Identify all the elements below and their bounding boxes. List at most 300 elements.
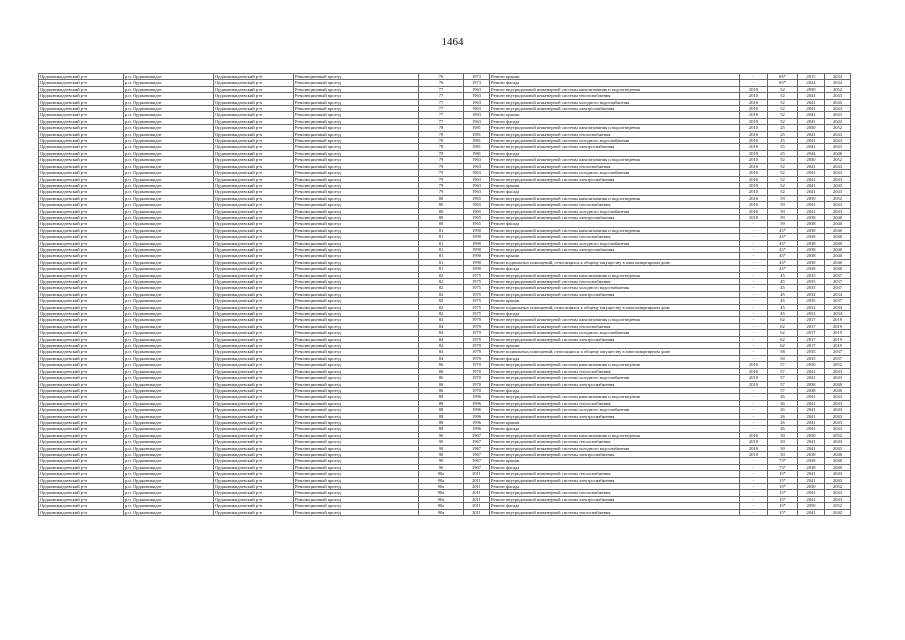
plan-end-cell: 2043 bbox=[825, 144, 851, 150]
municipality-cell: Орджоникидзевский р-н bbox=[214, 355, 294, 361]
plan-start-cell: 2038 bbox=[798, 381, 825, 387]
wear-percent-cell: 25 bbox=[768, 150, 798, 156]
work-type-cell: Ремонт внутридомовой инженерной системы канализования и водоотведения bbox=[490, 432, 740, 438]
last-repair-year-cell: - bbox=[740, 394, 768, 400]
district-cell: Орджоникидзевский р-н bbox=[39, 195, 124, 201]
district-cell: Орджоникидзевский р-н bbox=[39, 176, 124, 182]
last-repair-year-cell: - bbox=[740, 323, 768, 329]
table-body bbox=[39, 74, 851, 516]
last-repair-year-cell: 2010 bbox=[740, 112, 768, 118]
build-year-cell: 1979 bbox=[464, 343, 490, 349]
street-cell: Революционный проезд bbox=[294, 138, 419, 144]
wear-percent-cell: 58 bbox=[768, 355, 798, 361]
plan-start-cell: 2038 bbox=[798, 464, 825, 470]
municipality-cell: Орджоникидзевский р-н bbox=[214, 285, 294, 291]
wear-percent-cell: 52 bbox=[768, 170, 798, 176]
municipality-cell: Орджоникидзевский р-н bbox=[214, 106, 294, 112]
last-repair-year-cell: - bbox=[740, 266, 768, 272]
work-type-cell: Ремонт внутридомовой инженерной системы теплоснабжения bbox=[490, 323, 740, 329]
last-repair-year-cell: 2010 bbox=[740, 375, 768, 381]
street-cell: Революционный проезд bbox=[294, 259, 419, 265]
wear-percent-cell: 26 bbox=[768, 413, 798, 419]
last-repair-year-cell: - bbox=[740, 496, 768, 502]
municipality-cell: Орджоникидзевский р-н bbox=[214, 253, 294, 259]
district-cell: Орджоникидзевский р-н bbox=[39, 368, 124, 374]
wear-percent-cell: 62 bbox=[768, 336, 798, 342]
work-type-cell: Ремонт фасада bbox=[490, 426, 740, 432]
settlement-cell: р.п. Орджоникидзе bbox=[124, 394, 214, 400]
street-cell: Революционный проезд bbox=[294, 381, 419, 387]
settlement-cell: р.п. Орджоникидзе bbox=[124, 509, 214, 515]
plan-start-cell: 2041 bbox=[798, 496, 825, 502]
street-cell: Революционный проезд bbox=[294, 368, 419, 374]
district-cell: Орджоникидзевский р-н bbox=[39, 240, 124, 246]
work-type-cell: Ремонт фасада bbox=[490, 80, 740, 86]
plan-end-cell: 2034 bbox=[825, 80, 851, 86]
district-cell: Орджоникидзевский р-н bbox=[39, 419, 124, 425]
street-cell: Революционный проезд bbox=[294, 458, 419, 464]
plan-start-cell: 2041 bbox=[798, 445, 825, 451]
house-number-cell: 77 bbox=[419, 93, 464, 99]
build-year-cell: 1973 bbox=[464, 74, 490, 80]
plan-end-cell: 2040 bbox=[825, 214, 851, 220]
work-type-cell: Ремонт внутридомовой инженерной системы канализования и водоотведения bbox=[490, 227, 740, 233]
district-cell: Орджоникидзевский р-н bbox=[39, 118, 124, 124]
house-number-cell: 86 bbox=[419, 368, 464, 374]
plan-end-cell: 2037 bbox=[825, 355, 851, 361]
build-year-cell: 1970 bbox=[464, 387, 490, 393]
wear-percent-cell: 15* bbox=[768, 490, 798, 496]
district-cell: Орджоникидзевский р-н bbox=[39, 298, 124, 304]
plan-start-cell: 2038 bbox=[798, 227, 825, 233]
municipality-cell: Орджоникидзевский р-н bbox=[214, 131, 294, 137]
build-year-cell: 1965 bbox=[464, 221, 490, 227]
wear-percent-cell: 15* bbox=[768, 484, 798, 490]
street-cell: Революционный проезд bbox=[294, 80, 419, 86]
district-cell: Орджоникидзевский р-н bbox=[39, 413, 124, 419]
district-cell: Орджоникидзевский р-н bbox=[39, 477, 124, 483]
settlement-cell: р.п. Орджоникидзе bbox=[124, 163, 214, 169]
plan-start-cell: 2041 bbox=[798, 112, 825, 118]
work-type-cell: Ремонт внутридомовой инженерной системы теплоснабжения bbox=[490, 490, 740, 496]
municipality-cell: Орджоникидзевский р-н bbox=[214, 93, 294, 99]
wear-percent-cell: 52 bbox=[768, 118, 798, 124]
plan-start-cell: 2017 bbox=[798, 323, 825, 329]
last-repair-year-cell: 2010 bbox=[740, 202, 768, 208]
build-year-cell: 1963 bbox=[464, 170, 490, 176]
municipality-cell: Орджоникидзевский р-н bbox=[214, 202, 294, 208]
plan-start-cell: 2044 bbox=[798, 150, 825, 156]
last-repair-year-cell: 2010 bbox=[740, 86, 768, 92]
municipality-cell: Орджоникидзевский р-н bbox=[214, 407, 294, 413]
street-cell: Революционный проезд bbox=[294, 99, 419, 105]
house-number-cell: 88 bbox=[419, 400, 464, 406]
work-type-cell: Ремонт внутридомовой инженерной системы канализования и водоотведения bbox=[490, 272, 740, 278]
house-number-cell: 81 bbox=[419, 246, 464, 252]
district-cell: Орджоникидзевский р-н bbox=[39, 503, 124, 509]
settlement-cell: р.п. Орджоникидзе bbox=[124, 176, 214, 182]
house-number-cell: 82 bbox=[419, 304, 464, 310]
work-type-cell: Ремонт внутридомовой инженерной системы теплоснабжения bbox=[490, 202, 740, 208]
street-cell: Революционный проезд bbox=[294, 439, 419, 445]
wear-percent-cell: 57 bbox=[768, 362, 798, 368]
work-type-cell: Ремонт внутридомовой инженерной системы канализования и водоотведения bbox=[490, 394, 740, 400]
wear-percent-cell: 26 bbox=[768, 407, 798, 413]
municipality-cell: Орджоникидзевский р-н bbox=[214, 381, 294, 387]
wear-percent-cell: 25 bbox=[768, 144, 798, 150]
municipality-cell: Орджоникидзевский р-н bbox=[214, 80, 294, 86]
build-year-cell: 2011 bbox=[464, 477, 490, 483]
plan-end-cell: 2043 bbox=[825, 375, 851, 381]
last-repair-year-cell: - bbox=[740, 464, 768, 470]
build-year-cell: 1965 bbox=[464, 195, 490, 201]
work-type-cell: Ремонт крыши bbox=[490, 112, 740, 118]
last-repair-year-cell: 2010 bbox=[740, 362, 768, 368]
plan-end-cell: 2043 bbox=[825, 118, 851, 124]
last-repair-year-cell: - bbox=[740, 509, 768, 515]
municipality-cell: Орджоникидзевский р-н bbox=[214, 509, 294, 515]
plan-start-cell: 2041 bbox=[798, 375, 825, 381]
work-type-cell: Ремонт внутридомовой инженерной системы электроснабжения bbox=[490, 381, 740, 387]
last-repair-year-cell: - bbox=[740, 330, 768, 336]
plan-end-cell: 2040 bbox=[825, 381, 851, 387]
build-year-cell: 1979 bbox=[464, 330, 490, 336]
work-type-cell: Ремонт внутридомовой инженерной системы теплоснабжения bbox=[490, 400, 740, 406]
district-cell: Орджоникидзевский р-н bbox=[39, 99, 124, 105]
last-repair-year-cell: - bbox=[740, 259, 768, 265]
district-cell: Орджоникидзевский р-н bbox=[39, 266, 124, 272]
build-year-cell: 1996 bbox=[464, 426, 490, 432]
municipality-cell: Орджоникидзевский р-н bbox=[214, 387, 294, 393]
work-type-cell: Ремонт фасада bbox=[490, 311, 740, 317]
plan-start-cell: 2035 bbox=[798, 272, 825, 278]
work-type-cell: Ремонт крыши bbox=[490, 253, 740, 259]
build-year-cell: 1963 bbox=[464, 163, 490, 169]
last-repair-year-cell: 2010 bbox=[740, 150, 768, 156]
house-number-cell: 80 bbox=[419, 221, 464, 227]
last-repair-year-cell: - bbox=[740, 272, 768, 278]
settlement-cell: р.п. Орджоникидзе bbox=[124, 138, 214, 144]
plan-start-cell: 2050 bbox=[798, 86, 825, 92]
settlement-cell: р.п. Орджоникидзе bbox=[124, 182, 214, 188]
street-cell: Революционный проезд bbox=[294, 157, 419, 163]
house-number-cell: 78 bbox=[419, 131, 464, 137]
settlement-cell: р.п. Орджоникидзе bbox=[124, 419, 214, 425]
wear-percent-cell: 45 bbox=[768, 298, 798, 304]
street-cell: Революционный проезд bbox=[294, 304, 419, 310]
last-repair-year-cell: - bbox=[740, 458, 768, 464]
wear-percent-cell: 65* bbox=[768, 80, 798, 86]
settlement-cell: р.п. Орджоникидзе bbox=[124, 477, 214, 483]
last-repair-year-cell: 2010 bbox=[740, 368, 768, 374]
house-number-cell: 88 bbox=[419, 419, 464, 425]
street-cell: Революционный проезд bbox=[294, 227, 419, 233]
plan-start-cell: 2038 bbox=[798, 253, 825, 259]
build-year-cell: 1963 bbox=[464, 99, 490, 105]
settlement-cell: р.п. Орджоникидзе bbox=[124, 400, 214, 406]
build-year-cell: 2011 bbox=[464, 503, 490, 509]
last-repair-year-cell: 2010 bbox=[740, 451, 768, 457]
wear-percent-cell: 50 bbox=[768, 432, 798, 438]
district-cell: Орджоникидзевский р-н bbox=[39, 355, 124, 361]
last-repair-year-cell: - bbox=[740, 253, 768, 259]
plan-start-cell: 2050 bbox=[798, 503, 825, 509]
street-cell: Революционный проезд bbox=[294, 477, 419, 483]
plan-start-cell: 2041 bbox=[798, 368, 825, 374]
plan-start-cell: 2041 bbox=[798, 99, 825, 105]
build-year-cell: 1967 bbox=[464, 445, 490, 451]
work-type-cell: Ремонт внутридомовой инженерной системы теплоснабжения bbox=[490, 234, 740, 240]
plan-end-cell: 2043 bbox=[825, 496, 851, 502]
settlement-cell: р.п. Орджоникидзе bbox=[124, 208, 214, 214]
house-number-cell: 86 bbox=[419, 362, 464, 368]
wear-percent-cell: 59 bbox=[768, 214, 798, 220]
build-year-cell: 1990 bbox=[464, 234, 490, 240]
plan-start-cell: 2041 bbox=[798, 426, 825, 432]
plan-start-cell: 2041 bbox=[798, 170, 825, 176]
work-type-cell: Ремонт внутридомовой инженерной системы канализования и водоотведения bbox=[490, 195, 740, 201]
wear-percent-cell: 62 bbox=[768, 343, 798, 349]
settlement-cell: р.п. Орджоникидзе bbox=[124, 246, 214, 252]
house-number-cell: 80 bbox=[419, 195, 464, 201]
settlement-cell: р.п. Орджоникидзе bbox=[124, 195, 214, 201]
municipality-cell: Орджоникидзевский р-н bbox=[214, 234, 294, 240]
settlement-cell: р.п. Орджоникидзе bbox=[124, 471, 214, 477]
last-repair-year-cell: 2010 bbox=[740, 93, 768, 99]
wear-percent-cell: 57 bbox=[768, 368, 798, 374]
municipality-cell: Орджоникидзевский р-н bbox=[214, 221, 294, 227]
house-number-cell: 79 bbox=[419, 170, 464, 176]
district-cell: Орджоникидзевский р-н bbox=[39, 208, 124, 214]
plan-start-cell: 2041 bbox=[798, 208, 825, 214]
municipality-cell: Орджоникидзевский р-н bbox=[214, 112, 294, 118]
plan-start-cell: 2032 bbox=[798, 291, 825, 297]
work-type-cell: Ремонт внутридомовой инженерной системы холодного водоснабжения bbox=[490, 407, 740, 413]
build-year-cell: 1963 bbox=[464, 86, 490, 92]
house-number-cell: 90а bbox=[419, 484, 464, 490]
district-cell: Орджоникидзевский р-н bbox=[39, 253, 124, 259]
house-number-cell: 77 bbox=[419, 86, 464, 92]
street-cell: Революционный проезд bbox=[294, 407, 419, 413]
plan-start-cell: 2038 bbox=[798, 387, 825, 393]
settlement-cell: р.п. Орджоникидзе bbox=[124, 221, 214, 227]
house-number-cell: 84 bbox=[419, 330, 464, 336]
settlement-cell: р.п. Орджоникидзе bbox=[124, 323, 214, 329]
build-year-cell: 1973 bbox=[464, 80, 490, 86]
wear-percent-cell: 15* bbox=[768, 503, 798, 509]
house-number-cell: 84 bbox=[419, 355, 464, 361]
district-cell: Орджоникидзевский р-н bbox=[39, 375, 124, 381]
wear-percent-cell: 52 bbox=[768, 99, 798, 105]
street-cell: Революционный проезд bbox=[294, 451, 419, 457]
house-number-cell: 84 bbox=[419, 343, 464, 349]
district-cell: Орджоникидзевский р-н bbox=[39, 330, 124, 336]
plan-start-cell: 2050 bbox=[798, 125, 825, 131]
build-year-cell: 2011 bbox=[464, 490, 490, 496]
plan-start-cell: 2050 bbox=[798, 157, 825, 163]
last-repair-year-cell: 2010 bbox=[740, 182, 768, 188]
build-year-cell: 1979 bbox=[464, 349, 490, 355]
build-year-cell: 1979 bbox=[464, 323, 490, 329]
plan-start-cell: 2015 bbox=[798, 74, 825, 80]
district-cell: Орджоникидзевский р-н bbox=[39, 150, 124, 156]
wear-percent-cell: 50 bbox=[768, 451, 798, 457]
plan-start-cell: 2041 bbox=[798, 118, 825, 124]
build-year-cell: 1975 bbox=[464, 272, 490, 278]
district-cell: Орджоникидзевский р-н bbox=[39, 182, 124, 188]
plan-start-cell: 2038 bbox=[798, 214, 825, 220]
plan-end-cell: 2034 bbox=[825, 291, 851, 297]
build-year-cell: 1963 bbox=[464, 112, 490, 118]
wear-percent-cell: 65* bbox=[768, 74, 798, 80]
municipality-cell: Орджоникидзевский р-н bbox=[214, 298, 294, 304]
municipality-cell: Орджоникидзевский р-н bbox=[214, 227, 294, 233]
street-cell: Революционный проезд bbox=[294, 118, 419, 124]
street-cell: Революционный проезд bbox=[294, 202, 419, 208]
plan-start-cell: 2041 bbox=[798, 509, 825, 515]
plan-end-cell: 2037 bbox=[825, 285, 851, 291]
house-number-cell: 81 bbox=[419, 266, 464, 272]
district-cell: Орджоникидзевский р-н bbox=[39, 426, 124, 432]
district-cell: Орджоникидзевский р-н bbox=[39, 74, 124, 80]
house-number-cell: 90 bbox=[419, 432, 464, 438]
street-cell: Революционный проезд bbox=[294, 343, 419, 349]
plan-start-cell: 2041 bbox=[798, 131, 825, 137]
municipality-cell: Орджоникидзевский р-н bbox=[214, 189, 294, 195]
municipality-cell: Орджоникидзевский р-н bbox=[214, 259, 294, 265]
plan-start-cell: 2041 bbox=[798, 93, 825, 99]
district-cell: Орджоникидзевский р-н bbox=[39, 458, 124, 464]
last-repair-year-cell: 2010 bbox=[740, 195, 768, 201]
settlement-cell: р.п. Орджоникидзе bbox=[124, 343, 214, 349]
district-cell: Орджоникидзевский р-н bbox=[39, 394, 124, 400]
build-year-cell: 1963 bbox=[464, 176, 490, 182]
wear-percent-cell: 52 bbox=[768, 189, 798, 195]
house-number-cell: 88 bbox=[419, 394, 464, 400]
build-year-cell: 1975 bbox=[464, 279, 490, 285]
street-cell: Революционный проезд bbox=[294, 125, 419, 131]
plan-end-cell: 2019 bbox=[825, 336, 851, 342]
work-type-cell: Ремонт подвальных помещений, относящихся к общему имуществу в многоквартирном доме bbox=[490, 304, 740, 310]
settlement-cell: р.п. Орджоникидзе bbox=[124, 80, 214, 86]
build-year-cell: 1990 bbox=[464, 259, 490, 265]
wear-percent-cell: 43* bbox=[768, 259, 798, 265]
build-year-cell: 2011 bbox=[464, 509, 490, 515]
repair-schedule-table bbox=[38, 73, 851, 516]
work-type-cell: Ремонт фасада bbox=[490, 387, 740, 393]
build-year-cell: 1963 bbox=[464, 157, 490, 163]
district-cell: Орджоникидзевский р-н bbox=[39, 484, 124, 490]
build-year-cell: 1967 bbox=[464, 439, 490, 445]
district-cell: Орджоникидзевский р-н bbox=[39, 93, 124, 99]
build-year-cell: 1965 bbox=[464, 208, 490, 214]
build-year-cell: 2011 bbox=[464, 484, 490, 490]
work-type-cell: Ремонт внутридомовой инженерной системы холодного водоснабжения bbox=[490, 170, 740, 176]
wear-percent-cell: 43* bbox=[768, 253, 798, 259]
build-year-cell: 1963 bbox=[464, 189, 490, 195]
settlement-cell: р.п. Орджоникидзе bbox=[124, 285, 214, 291]
plan-end-cell: 2043 bbox=[825, 413, 851, 419]
district-cell: Орджоникидзевский р-н bbox=[39, 138, 124, 144]
last-repair-year-cell: 2010 bbox=[740, 157, 768, 163]
plan-end-cell: 2019 bbox=[825, 317, 851, 323]
wear-percent-cell: 58 bbox=[768, 349, 798, 355]
house-number-cell: 84 bbox=[419, 317, 464, 323]
municipality-cell: Орджоникидзевский р-н bbox=[214, 343, 294, 349]
municipality-cell: Орджоникидзевский р-н bbox=[214, 176, 294, 182]
settlement-cell: р.п. Орджоникидзе bbox=[124, 202, 214, 208]
municipality-cell: Орджоникидзевский р-н bbox=[214, 375, 294, 381]
build-year-cell: 1967 bbox=[464, 451, 490, 457]
plan-start-cell: 2041 bbox=[798, 419, 825, 425]
plan-end-cell: 2043 bbox=[825, 189, 851, 195]
plan-end-cell: 2043 bbox=[825, 368, 851, 374]
street-cell: Революционный проезд bbox=[294, 445, 419, 451]
plan-start-cell: 2017 bbox=[798, 317, 825, 323]
municipality-cell: Орджоникидзевский р-н bbox=[214, 246, 294, 252]
house-number-cell: 90а bbox=[419, 503, 464, 509]
wear-percent-cell: 43* bbox=[768, 246, 798, 252]
settlement-cell: р.п. Орджоникидзе bbox=[124, 387, 214, 393]
municipality-cell: Орджоникидзевский р-н bbox=[214, 464, 294, 470]
wear-percent-cell: 52 bbox=[768, 163, 798, 169]
street-cell: Революционный проезд bbox=[294, 503, 419, 509]
street-cell: Революционный проезд bbox=[294, 176, 419, 182]
house-number-cell: 90а bbox=[419, 496, 464, 502]
plan-start-cell: 2017 bbox=[798, 343, 825, 349]
settlement-cell: р.п. Орджоникидзе bbox=[124, 144, 214, 150]
work-type-cell: Ремонт внутридомовой инженерной системы канализования и водоотведения bbox=[490, 317, 740, 323]
plan-end-cell: 2037 bbox=[825, 349, 851, 355]
street-cell: Революционный проезд bbox=[294, 195, 419, 201]
wear-percent-cell: 52 bbox=[768, 157, 798, 163]
work-type-cell: Ремонт внутридомовой инженерной системы холодного водоснабжения bbox=[490, 138, 740, 144]
street-cell: Революционный проезд bbox=[294, 86, 419, 92]
district-cell: Орджоникидзевский р-н bbox=[39, 125, 124, 131]
street-cell: Революционный проезд bbox=[294, 387, 419, 393]
plan-end-cell: 2040 bbox=[825, 221, 851, 227]
plan-start-cell: 2041 bbox=[798, 400, 825, 406]
last-repair-year-cell: 2010 bbox=[740, 381, 768, 387]
municipality-cell: Орджоникидзевский р-н bbox=[214, 195, 294, 201]
plan-end-cell: 2052 bbox=[825, 195, 851, 201]
work-type-cell: Ремонт фасада bbox=[490, 221, 740, 227]
settlement-cell: р.п. Орджоникидзе bbox=[124, 381, 214, 387]
plan-start-cell: 2032 bbox=[798, 311, 825, 317]
build-year-cell: 1975 bbox=[464, 311, 490, 317]
build-year-cell: 1979 bbox=[464, 355, 490, 361]
last-repair-year-cell: - bbox=[740, 471, 768, 477]
house-number-cell: 79 bbox=[419, 189, 464, 195]
work-type-cell: Ремонт внутридомовой инженерной системы электроснабжения bbox=[490, 451, 740, 457]
district-cell: Орджоникидзевский р-н bbox=[39, 234, 124, 240]
settlement-cell: р.п. Орджоникидзе bbox=[124, 291, 214, 297]
house-number-cell: 80 bbox=[419, 214, 464, 220]
street-cell: Революционный проезд bbox=[294, 272, 419, 278]
house-number-cell: 82 bbox=[419, 285, 464, 291]
house-number-cell: 78 bbox=[419, 144, 464, 150]
work-type-cell: Ремонт внутридомовой инженерной системы теплоснабжения bbox=[490, 163, 740, 169]
work-type-cell: Ремонт внутридомовой инженерной системы электроснабжения bbox=[490, 214, 740, 220]
settlement-cell: р.п. Орджоникидзе bbox=[124, 189, 214, 195]
settlement-cell: р.п. Орджоникидзе bbox=[124, 93, 214, 99]
municipality-cell: Орджоникидзевский р-н bbox=[214, 439, 294, 445]
house-number-cell: 86 bbox=[419, 375, 464, 381]
build-year-cell: 1975 bbox=[464, 291, 490, 297]
municipality-cell: Орджоникидзевский р-н bbox=[214, 330, 294, 336]
plan-start-cell: 2038 bbox=[798, 234, 825, 240]
district-cell: Орджоникидзевский р-н bbox=[39, 432, 124, 438]
